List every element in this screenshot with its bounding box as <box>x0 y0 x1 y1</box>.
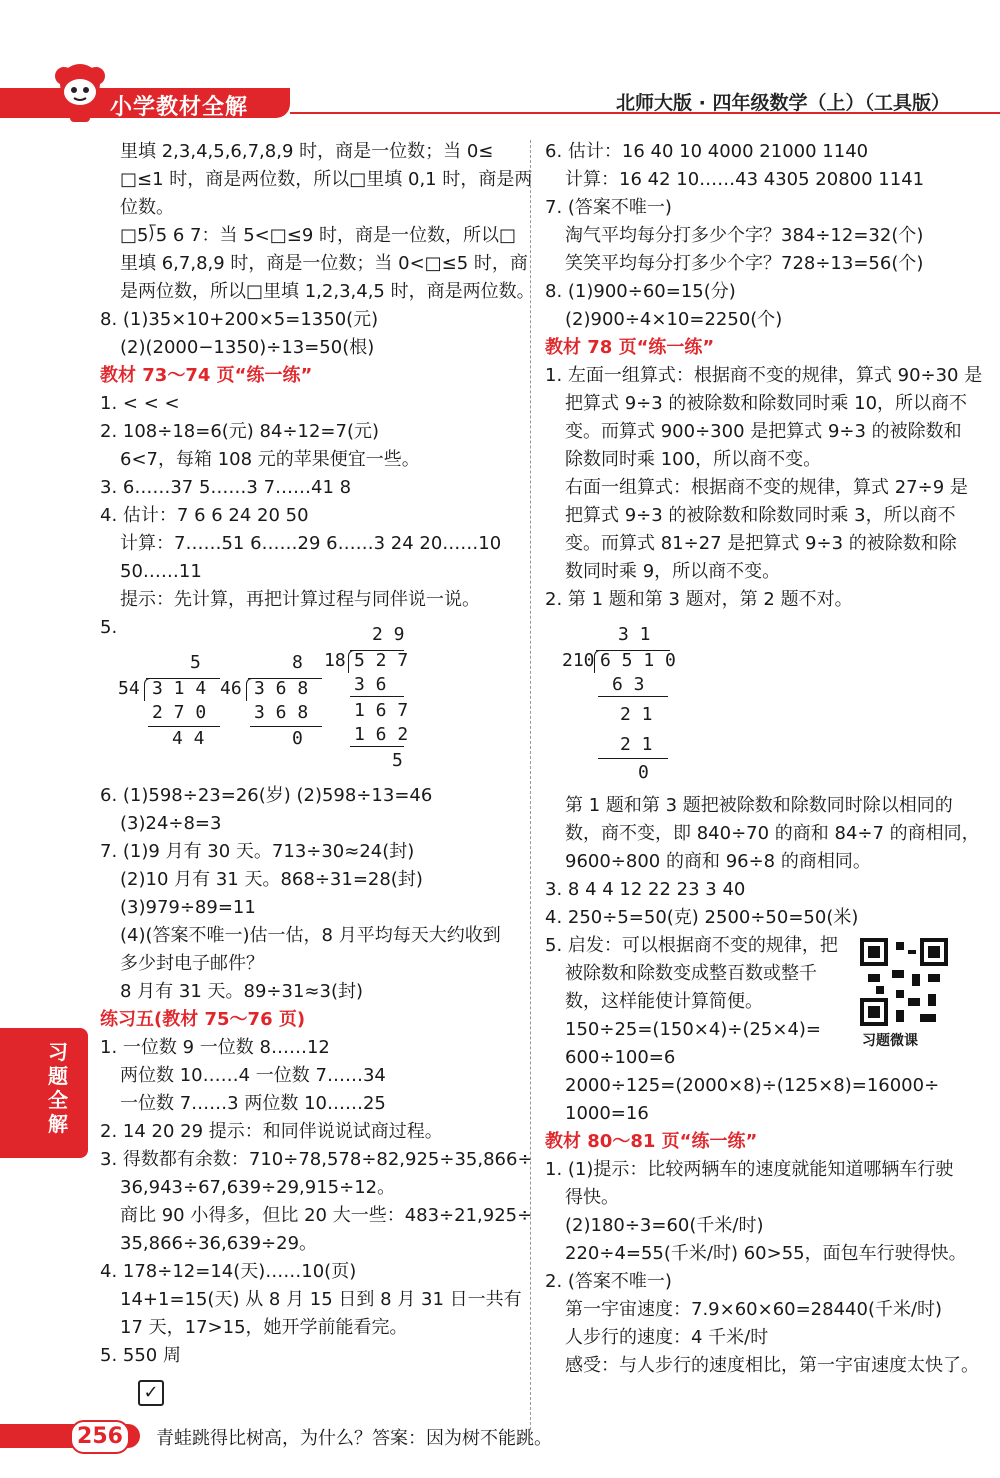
answer-line: 3. 6……37 5……3 7……41 8 <box>100 477 352 498</box>
answer-line: 36,943÷67,639÷29,915÷12。 <box>120 1177 396 1198</box>
page-number: 256 <box>70 1420 130 1454</box>
long-division-18 <box>324 624 424 774</box>
long-division-54 <box>118 652 218 752</box>
answer-line: (2)180÷3=60(千米/时) <box>565 1215 764 1236</box>
subtotal: 1 6 7 <box>354 700 409 721</box>
answer-line: 7. (1)9 月有 30 天。713÷30≈24(封) <box>100 841 415 862</box>
answer-line: 多少封电子邮件？ <box>120 953 264 974</box>
footer-riddle: 青蛙跳得比树高，为什么？答案：因为树不能跳。 <box>156 1428 552 1449</box>
divisor: 46 <box>220 678 242 699</box>
answer-line: 计算：7……51 6……29 6……3 24 20……10 <box>120 533 502 554</box>
remainder: 5 <box>392 750 403 771</box>
dividend: 6 5 1 0 <box>600 650 676 671</box>
answer-line: 商比 90 小得多，但比 20 大一些：483÷21,925÷ <box>120 1205 533 1226</box>
answer-line: 2. 108÷18=6(元) 84÷12=7(元) <box>100 421 380 442</box>
dividend: 5 2 7 <box>354 650 409 671</box>
answer-line: 提示：先计算，再把计算过程与同伴说一说。 <box>120 589 480 610</box>
answer-line: 4. 250÷5=50(克) 2500÷50=50(米) <box>545 907 859 928</box>
answer-line: 14+1=15(天) 从 8 月 15 日到 8 月 31 日一共有 <box>120 1289 522 1310</box>
side-tab <box>0 1028 88 1158</box>
answer-line: 两位数 10……4 一位数 7……34 <box>120 1065 386 1086</box>
answer-line: 里填 6,7,8,9 时，商是一位数；当 0<□≤5 时，商 <box>120 253 528 274</box>
answer-line: 里填 2,3,4,5,6,7,8,9 时，商是一位数；当 0≤ <box>120 141 494 162</box>
answer-line: (2)(2000−1350)÷13=50(根) <box>120 337 375 358</box>
dividend: 3 6 8 <box>254 678 309 699</box>
column-divider <box>530 140 531 1430</box>
right-column-bottom <box>545 792 980 1380</box>
quotient: 5 <box>190 652 201 673</box>
remainder: 0 <box>292 728 303 749</box>
answer-line: 把算式 9÷3 的被除数和除数同时乘 3，所以商不 <box>565 505 956 526</box>
answer-line: 得快。 <box>565 1187 619 1208</box>
book-subtitle: 北师大版 · 四年级数学（上）（工具版） <box>616 92 950 114</box>
remainder: 4 4 <box>172 728 205 749</box>
answer-line: (3)979÷89=11 <box>120 897 256 918</box>
subtotal: 2 1 <box>620 704 653 725</box>
answer-line: (2)900÷4×10=2250(个) <box>565 309 783 330</box>
section-heading: 教材 80～81 页“练一练” <box>545 1131 758 1152</box>
answer-line: 1. < < < <box>100 393 180 414</box>
product: 3 6 8 <box>254 702 309 723</box>
section-heading: 教材 73～74 页“练一练” <box>100 365 313 386</box>
long-division-46 <box>220 652 320 752</box>
dividend: 3 1 4 <box>152 678 207 699</box>
answer-line: 位数。 <box>120 197 174 218</box>
divisor: 54 <box>118 678 140 699</box>
remainder: 0 <box>638 762 649 783</box>
answer-line: 2. (答案不唯一) <box>545 1271 672 1292</box>
answer-line: 淘气平均每分打多少个字？384÷12=32(个) <box>565 225 924 246</box>
answer-line: 第一宇宙速度：7.9×60×60=28440(千米/时) <box>565 1299 943 1320</box>
product-1: 3 6 <box>354 674 387 695</box>
answer-line: 50……11 <box>120 561 202 582</box>
book-title: 小学教材全解 <box>110 95 249 120</box>
answer-line: 2. 第 1 题和第 3 题对，第 2 题不对。 <box>545 589 853 610</box>
answer-line: 2000÷125=(2000×8)÷(125×8)=16000÷ <box>565 1075 940 1096</box>
answer-line: 5. 550 周 <box>100 1345 181 1366</box>
mascot-icon <box>50 62 110 128</box>
answer-line: 6<7，每箱 108 元的苹果便宜一些。 <box>120 449 420 470</box>
answer-line: 一位数 7……3 两位数 10……25 <box>120 1093 386 1114</box>
product: 2 7 0 <box>152 702 207 723</box>
quotient: 3 1 <box>618 624 651 645</box>
side-tab-label: 习题全解 <box>48 1040 68 1136</box>
answer-line: 数，商不变，即 840÷70 的商和 84÷7 的商相同， <box>565 823 980 844</box>
answer-line: 9600÷800 的商和 96÷8 的商相同。 <box>565 851 871 872</box>
answer-line: 1000=16 <box>565 1103 649 1124</box>
answer-line: 感受：与人步行的速度相比，第一宇宙速度太快了。 <box>565 1355 979 1376</box>
answer-line: □≤1 时，商是两位数，所以□里填 0,1 时，商是两 <box>120 169 533 190</box>
answer-line: 数同时乘 9，所以商不变。 <box>565 561 781 582</box>
right-column-top <box>545 138 983 614</box>
answer-line: 右面一组算式：根据商不变的规律，算式 27÷9 是 <box>565 477 968 498</box>
answer-line: 笑笑平均每分打多少个字？728÷13=56(个) <box>565 253 924 274</box>
answer-line: 第 1 题和第 3 题把被除数和除数同时除以相同的 <box>565 795 953 816</box>
answer-line: 35,866÷36,639÷29。 <box>120 1233 318 1254</box>
answer-line: 是两位数，所以□里填 1,2,3,4,5 时，商是两位数。 <box>120 281 535 302</box>
section-heading: 练习五(教材 75～76 页) <box>100 1009 306 1030</box>
answer-line: (4)(答案不唯一)估一估，8 月平均每天大约收到 <box>120 925 501 946</box>
long-division-210 <box>562 624 682 784</box>
answer-line: 4. 178÷12=14(天)……10(页) <box>100 1261 357 1282</box>
answer-line: 6. (1)598÷23=26(岁) (2)598÷13=46 <box>100 785 433 806</box>
divisor: 18 <box>324 650 346 671</box>
answer-line: (3)24÷8=3 <box>120 813 222 834</box>
answer-line: 3. 得数都有余数：710÷78,578÷82,925÷35,866÷ <box>100 1149 533 1170</box>
answer-line: 变。而算式 900÷300 是把算式 9÷3 的被除数和 <box>565 421 962 442</box>
checkmark-icon: ✓ <box>138 1380 164 1406</box>
answer-line: 被除数和除数变成整百数或整千 <box>565 963 817 984</box>
answer-line: 220÷4=55(千米/时) 60>55，面包车行驶得快。 <box>565 1243 967 1264</box>
answer-line: □5⟌5 6 7：当 5<□≤9 时，商是一位数，所以□ <box>120 225 517 246</box>
answer-line: 150÷25=(150×4)÷(25×4)= <box>565 1019 822 1040</box>
section-heading: 教材 78 页“练一练” <box>545 337 715 358</box>
answer-line: 计算：16 42 10……43 4305 20800 1141 <box>565 169 925 190</box>
answer-line: 7. (答案不唯一) <box>545 197 672 218</box>
quotient: 2 9 <box>372 624 405 645</box>
answer-line: 4. 估计：7 6 6 24 20 50 <box>100 505 309 526</box>
answer-line: 人步行的速度：4 千米/时 <box>565 1327 769 1348</box>
answer-line: 8 月有 31 天。89÷31≈3(封) <box>120 981 363 1002</box>
answer-line: 把算式 9÷3 的被除数和除数同时乘 10，所以商不 <box>565 393 968 414</box>
answer-line: 5. 启发：可以根据商不变的规律，把 <box>545 935 838 956</box>
answer-line: 数，这样能使计算简便。 <box>565 991 763 1012</box>
answer-line: 3. 8 4 4 12 22 23 3 40 <box>545 879 746 900</box>
divisor: 210 <box>562 650 595 671</box>
quotient: 8 <box>292 652 303 673</box>
left-column-top <box>100 138 535 642</box>
qr-code-icon <box>860 938 948 1026</box>
answer-line: (2)10 月有 31 天。868÷31=28(封) <box>120 869 423 890</box>
answer-line: 8. (1)900÷60=15(分) <box>545 281 736 302</box>
answer-line: 1. 左面一组算式：根据商不变的规律，算式 90÷30 是 <box>545 365 983 386</box>
answer-line: 1. 一位数 9 一位数 8……12 <box>100 1037 330 1058</box>
answer-line: 除数同时乘 100，所以商不变。 <box>565 449 822 470</box>
qr-caption: 习题微课 <box>862 1033 918 1049</box>
left-column-bottom <box>100 782 533 1370</box>
answer-line: 变。而算式 81÷27 是把算式 9÷3 的被除数和除 <box>565 533 957 554</box>
answer-line: 5. <box>100 617 118 638</box>
product-2: 2 1 <box>620 734 653 755</box>
answer-line: 8. (1)35×10+200×5=1350(元) <box>100 309 379 330</box>
answer-line: 17 天，17>15，她开学前能看完。 <box>120 1317 408 1338</box>
answer-line: 2. 14 20 29 提示：和同伴说说试商过程。 <box>100 1121 443 1142</box>
answer-line: 6. 估计：16 40 10 4000 21000 1140 <box>545 141 869 162</box>
product-2: 1 6 2 <box>354 724 409 745</box>
product-1: 6 3 <box>612 674 645 695</box>
answer-line: 1. (1)提示：比较两辆车的速度就能知道哪辆车行驶 <box>545 1159 954 1180</box>
answer-line: 600÷100=6 <box>565 1047 676 1068</box>
